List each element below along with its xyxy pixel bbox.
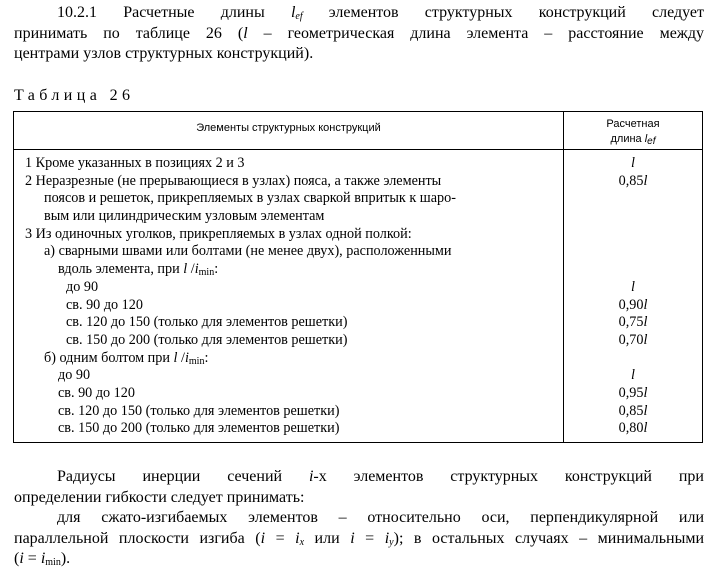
row-text: до 90 <box>58 367 91 384</box>
row-value: 0,85l <box>618 402 648 419</box>
header-design-length: Расчетная длина $l_{ef}$ <box>606 118 660 147</box>
row-value: 0,80l <box>618 420 648 437</box>
intro-line-2: принимать по таблице 26 (l – геометрическая длина элемента – расстояние между <box>14 24 704 42</box>
table-row <box>14 367 702 385</box>
row-text: св. 150 до 200 (только для элементов решетки) <box>66 331 348 348</box>
row-text: св. 90 до 120 <box>66 296 143 313</box>
table-row <box>14 226 702 244</box>
row-text: 3 Из одиночных уголков, прикрепляемых в узлах одной полкой: <box>25 225 412 242</box>
outro-line-2: определении гибкости следует принимать: <box>14 488 305 506</box>
table-row <box>14 261 702 279</box>
header-elements: Элементы структурных конструкций <box>196 122 381 134</box>
table-row <box>14 385 702 403</box>
row-text: св. 90 до 120 <box>58 384 135 401</box>
table-row <box>14 243 702 261</box>
row-value: l <box>631 155 635 171</box>
table-row <box>14 208 702 226</box>
table-row <box>14 173 702 191</box>
table-row <box>14 314 702 332</box>
table-body <box>14 155 702 438</box>
table-row <box>14 332 702 350</box>
row-value: 0,90l <box>618 296 648 313</box>
row-text: поясов и решеток, прикрепляемых в узлах сваркой впритык к шаро- <box>44 190 456 207</box>
outro-line-4: параллельной плоскости изгиба ($i = i_x$ или $i = i_y$); в остальных случаях – минимальными <box>14 529 705 548</box>
table-row <box>14 297 702 315</box>
table-row <box>14 350 702 368</box>
row-text: 2 Неразрезные (не прерывающиеся в узлах) пояса, а также элементы <box>25 172 442 189</box>
table-row <box>14 190 702 208</box>
row-text: св. 150 до 200 (только для элементов решетки) <box>58 420 340 437</box>
row-value: 0,95l <box>618 384 648 401</box>
table-26 <box>13 111 703 443</box>
row-text: 1 Кроме указанных в позициях 2 и 3 <box>25 155 245 171</box>
table-caption: Таблица 26 <box>14 87 135 104</box>
outro-line-5: $(i = i_{min})$. <box>14 550 71 568</box>
row-value: 0,70l <box>618 331 648 348</box>
row-value: l <box>631 367 635 384</box>
table-row <box>14 155 702 173</box>
outro-paragraph <box>14 467 704 570</box>
intro-line-1: 10.2.1 Расчетные длины $l_{ef}$ элементов структурных конструкций следует <box>57 4 704 22</box>
table-row <box>14 403 702 421</box>
header-divider <box>14 149 702 150</box>
row-value: l <box>631 278 635 295</box>
row-text: св. 120 до 150 (только для элементов решетки) <box>66 314 348 331</box>
outro-line-1: Радиусы инерции сечений i-х элементов структурных конструкций при <box>57 468 704 485</box>
row-value: 0,75l <box>618 314 648 331</box>
intro-paragraph <box>14 3 704 65</box>
row-text: а) сварными швами или болтами (не менее двух), расположенными <box>44 243 452 260</box>
outro-line-3: для сжато-изгибаемых элементов – относительно оси, перпендикулярной или <box>57 509 704 526</box>
intro-line-3: центрами узлов структурных конструкций). <box>14 45 314 62</box>
table-row <box>14 279 702 297</box>
row-text: б) одним болтом при l $/i_{min}$: <box>44 349 209 367</box>
table-row <box>14 420 702 438</box>
row-value: 0,85l <box>618 172 648 189</box>
row-text: св. 120 до 150 (только для элементов решетки) <box>58 402 340 419</box>
row-text: вым или цилиндрическим узловым элементам <box>44 208 325 225</box>
row-text: вдоль элемента, при l $/i_{min}$: <box>58 261 219 279</box>
row-text: до 90 <box>66 278 99 295</box>
